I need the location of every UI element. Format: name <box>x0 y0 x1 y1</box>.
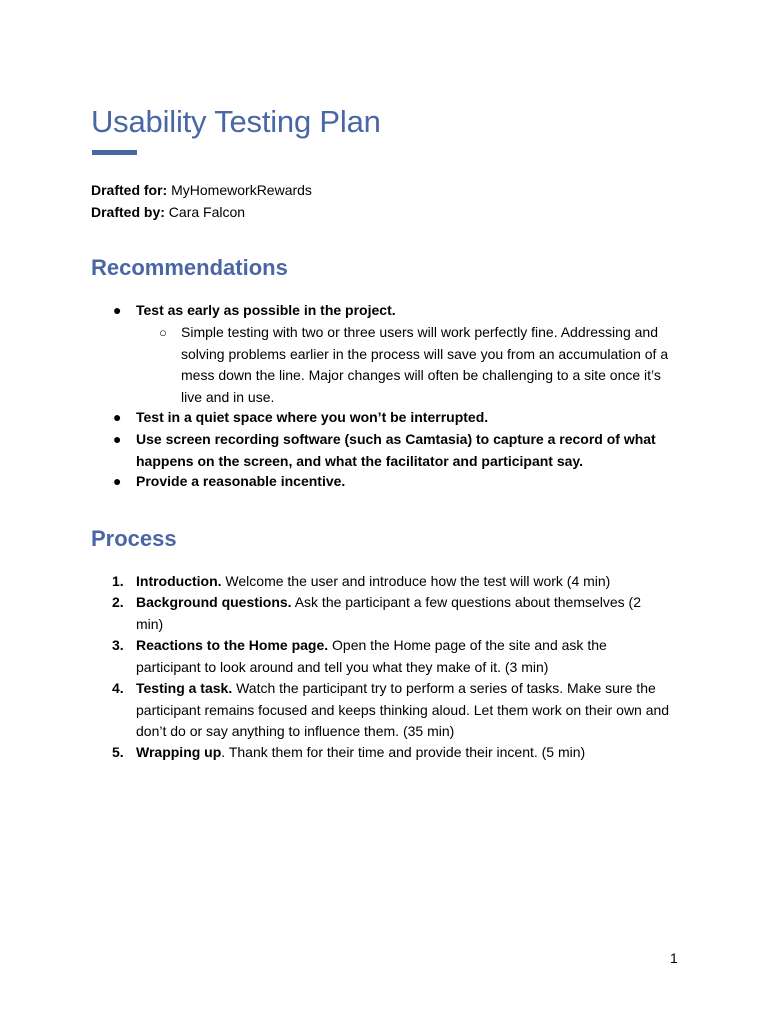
process-step <box>112 592 661 635</box>
bullet-icon: ● <box>113 431 122 447</box>
recommendation-sub-text: Simple testing with two or three users will work perfectly fine. Addressing and solving problems earlier in the process will save you from an accumulation of a mess down the line. Major changes will often be challenging to a site once it’s live and in use. <box>181 324 669 405</box>
recommendation-text: Test in a quiet space where you won’t be interrupted. <box>136 409 489 425</box>
recommendation-item <box>113 407 696 429</box>
drafted-by-line <box>91 201 245 223</box>
recommendations-heading: Recommendations <box>91 255 288 280</box>
step-text: Watch the participant try to perform a series of tasks. Make sure the participant remains focused and keeps thinking aloud. Let them work on their own and don’t do or say anything to influence them. (35 min) <box>136 680 670 739</box>
document-title: Usability Testing Plan <box>91 104 381 139</box>
step-number: 1. <box>112 573 124 589</box>
step-text: Open the Home page of the site and ask the participant to look around and tell you what they make of it. (3 min) <box>136 637 607 675</box>
process-heading: Process <box>91 526 177 551</box>
step-title: Reactions to the Home page. <box>136 637 329 653</box>
title-underline <box>92 150 137 155</box>
step-number: 3. <box>112 637 124 653</box>
step-text: Welcome the user and introduce how the test will work (4 min) <box>221 573 611 589</box>
recommendation-sub-item <box>159 322 681 408</box>
drafted-for-label: Drafted for: <box>91 182 168 198</box>
step-number: 4. <box>112 680 124 696</box>
recommendation-text: Test as early as possible in the project. <box>136 302 396 318</box>
recommendation-item <box>113 300 696 322</box>
process-step <box>112 742 696 764</box>
recommendation-text: Provide a reasonable incentive. <box>136 473 346 489</box>
bullet-icon: ● <box>113 302 122 318</box>
process-step <box>112 635 636 678</box>
page-number: 1 <box>670 950 678 966</box>
sub-bullet-icon: ○ <box>159 325 167 340</box>
process-step <box>112 678 676 743</box>
process-step <box>112 571 676 593</box>
step-number: 2. <box>112 594 124 610</box>
step-title: Background questions. <box>136 594 292 610</box>
drafted-by-value: Cara Falcon <box>168 204 246 220</box>
drafted-for-value: MyHomeworkRewards <box>171 182 312 198</box>
step-title: Testing a task. <box>136 680 233 696</box>
drafted-by-label: Drafted by: <box>91 204 165 220</box>
step-title: Wrapping up <box>136 744 222 760</box>
step-text: Ask the participant a few questions about themselves (2 min) <box>136 594 641 632</box>
step-title: Introduction. <box>136 573 222 589</box>
recommendation-item <box>113 429 676 472</box>
step-text: . Thank them for their time and provide their incent. (5 min) <box>221 744 586 760</box>
recommendation-text: Use screen recording software (such as Camtasia) to capture a record of what happens on the screen, and what the facilitator and participant say. <box>136 431 656 469</box>
bullet-icon: ● <box>113 409 122 425</box>
recommendation-item <box>113 471 696 493</box>
step-number: 5. <box>112 744 124 760</box>
bullet-icon: ● <box>113 473 122 489</box>
drafted-for-line <box>91 179 312 201</box>
